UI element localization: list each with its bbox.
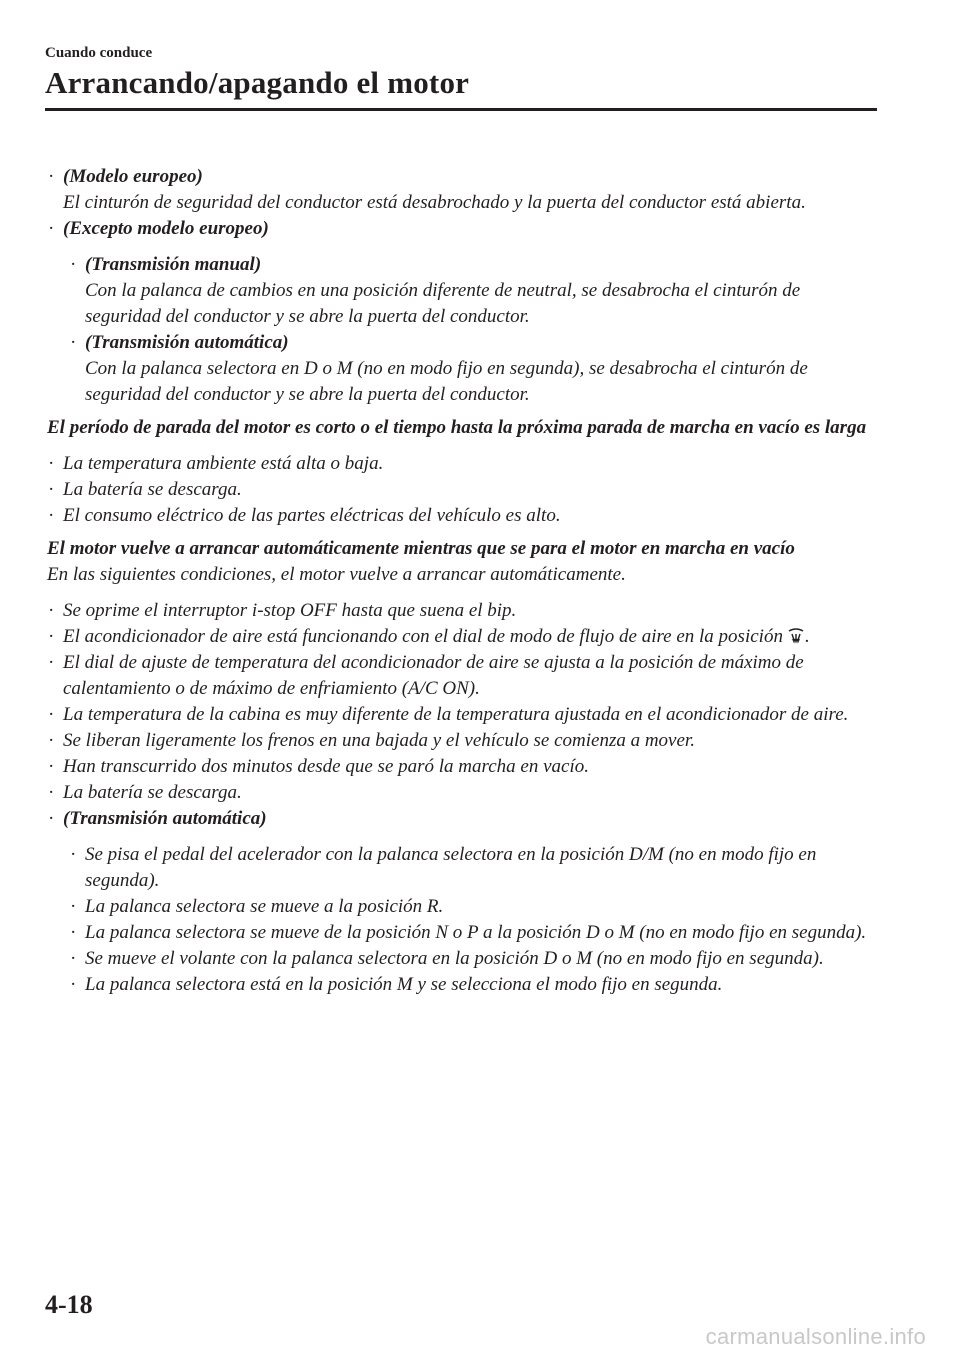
list-item-automatic: [47, 806, 877, 832]
list-item: · Se oprime el interruptor i-stop OFF hasta que suena el bip.: [47, 598, 877, 624]
sub-list-automatic: [69, 842, 877, 998]
watermark: carmanualsonline.info: [705, 1324, 926, 1349]
sub-list-item: · La palanca selectora está en la posición M y se selecciona el modo fijo en segunda.: [69, 972, 877, 998]
sub-bullet-automatic: [69, 330, 877, 356]
list-item: · La batería se descarga.: [47, 477, 877, 503]
european-model-text: El cinturón de seguridad del conductor está desabrochado y la puerta del conductor está abierta.: [63, 192, 806, 213]
bullet-european-model: [47, 164, 877, 190]
manual-text: Con la palanca de cambios en una posición diferente de neutral, se desabrocha el cinturón de seguridad del conductor y se abre la puerta del conductor.: [85, 280, 801, 327]
list-item-text-end: .: [804, 626, 810, 647]
defroster-airflow-icon: [787, 626, 805, 642]
sub-bullet-label: (Transmisión manual): [85, 254, 262, 275]
list-item: · El consumo eléctrico de las partes eléctricas del vehículo es alto.: [47, 503, 877, 529]
sub-bullet-label: (Transmisión automática): [85, 332, 289, 353]
list-item-text: El acondicionador de aire está funcionando con el dial de modo de flujo de aire en la posición: [63, 626, 783, 647]
list-auto-restart: [47, 598, 877, 998]
list-item: · El dial de ajuste de temperatura del acondicionador de aire se ajusta a la posición de máximo de calentamiento o de máximo de enfriamiento (A/C ON).: [47, 650, 877, 702]
list-item: · La temperatura de la cabina es muy diferente de la temperatura ajustada en el acondicionador de aire.: [47, 702, 877, 728]
list-item: · La temperatura ambiente está alta o baja.: [47, 451, 877, 477]
title-divider: [45, 108, 877, 111]
list-stop-period: [47, 451, 877, 529]
list-item: · Se liberan ligeramente los frenos en una bajada y el vehículo se comienza a mover.: [47, 728, 877, 754]
auto-restart-intro: En las siguientes condiciones, el motor vuelve a arrancar automáticamente.: [47, 564, 626, 585]
automatic-text: Con la palanca selectora en D o M (no en modo fijo en segunda), se desabrocha el cinturón de seguridad del conductor y se abre la puerta del conductor.: [85, 358, 808, 405]
page-title: Arrancando/apagando el motor: [45, 65, 470, 100]
bullet-label: (Modelo europeo): [63, 166, 203, 187]
list-item: · La batería se descarga.: [47, 780, 877, 806]
list-item: · Han transcurrido dos minutos desde que se paró la marcha en vacío.: [47, 754, 877, 780]
page-number: 4-18: [45, 1290, 93, 1319]
bullet-label: (Excepto modelo europeo): [63, 218, 269, 239]
sub-list-item: · Se mueve el volante con la palanca selectora en la posición D o M (no en modo fijo en segunda).: [69, 946, 877, 972]
section-heading-auto-restart: El motor vuelve a arrancar automáticamente mientras que se para el motor en marcha en vacío: [47, 538, 795, 559]
section-label: Cuando conduce: [45, 45, 153, 61]
bullet-except-european-model: [47, 216, 877, 242]
sub-bullet-manual: [69, 252, 877, 278]
sub-list-item: · La palanca selectora se mueve a la posición R.: [69, 894, 877, 920]
list-item-airflow: [47, 624, 877, 650]
page-header: [45, 44, 877, 102]
section-heading-stop-period: El período de parada del motor es corto o el tiempo hasta la próxima parada de marcha en vacío es larga: [47, 417, 867, 438]
sub-list-item: · La palanca selectora se mueve de la posición N o P a la posición D o M (no en modo fijo en segunda).: [69, 920, 877, 946]
main-content: [47, 164, 877, 998]
sub-list-item: · Se pisa el pedal del acelerador con la palanca selectora en la posición D/M (no en modo fijo en segunda).: [69, 842, 877, 894]
sub-list-except-european: [69, 252, 877, 408]
list-item-label: (Transmisión automática): [63, 808, 267, 829]
